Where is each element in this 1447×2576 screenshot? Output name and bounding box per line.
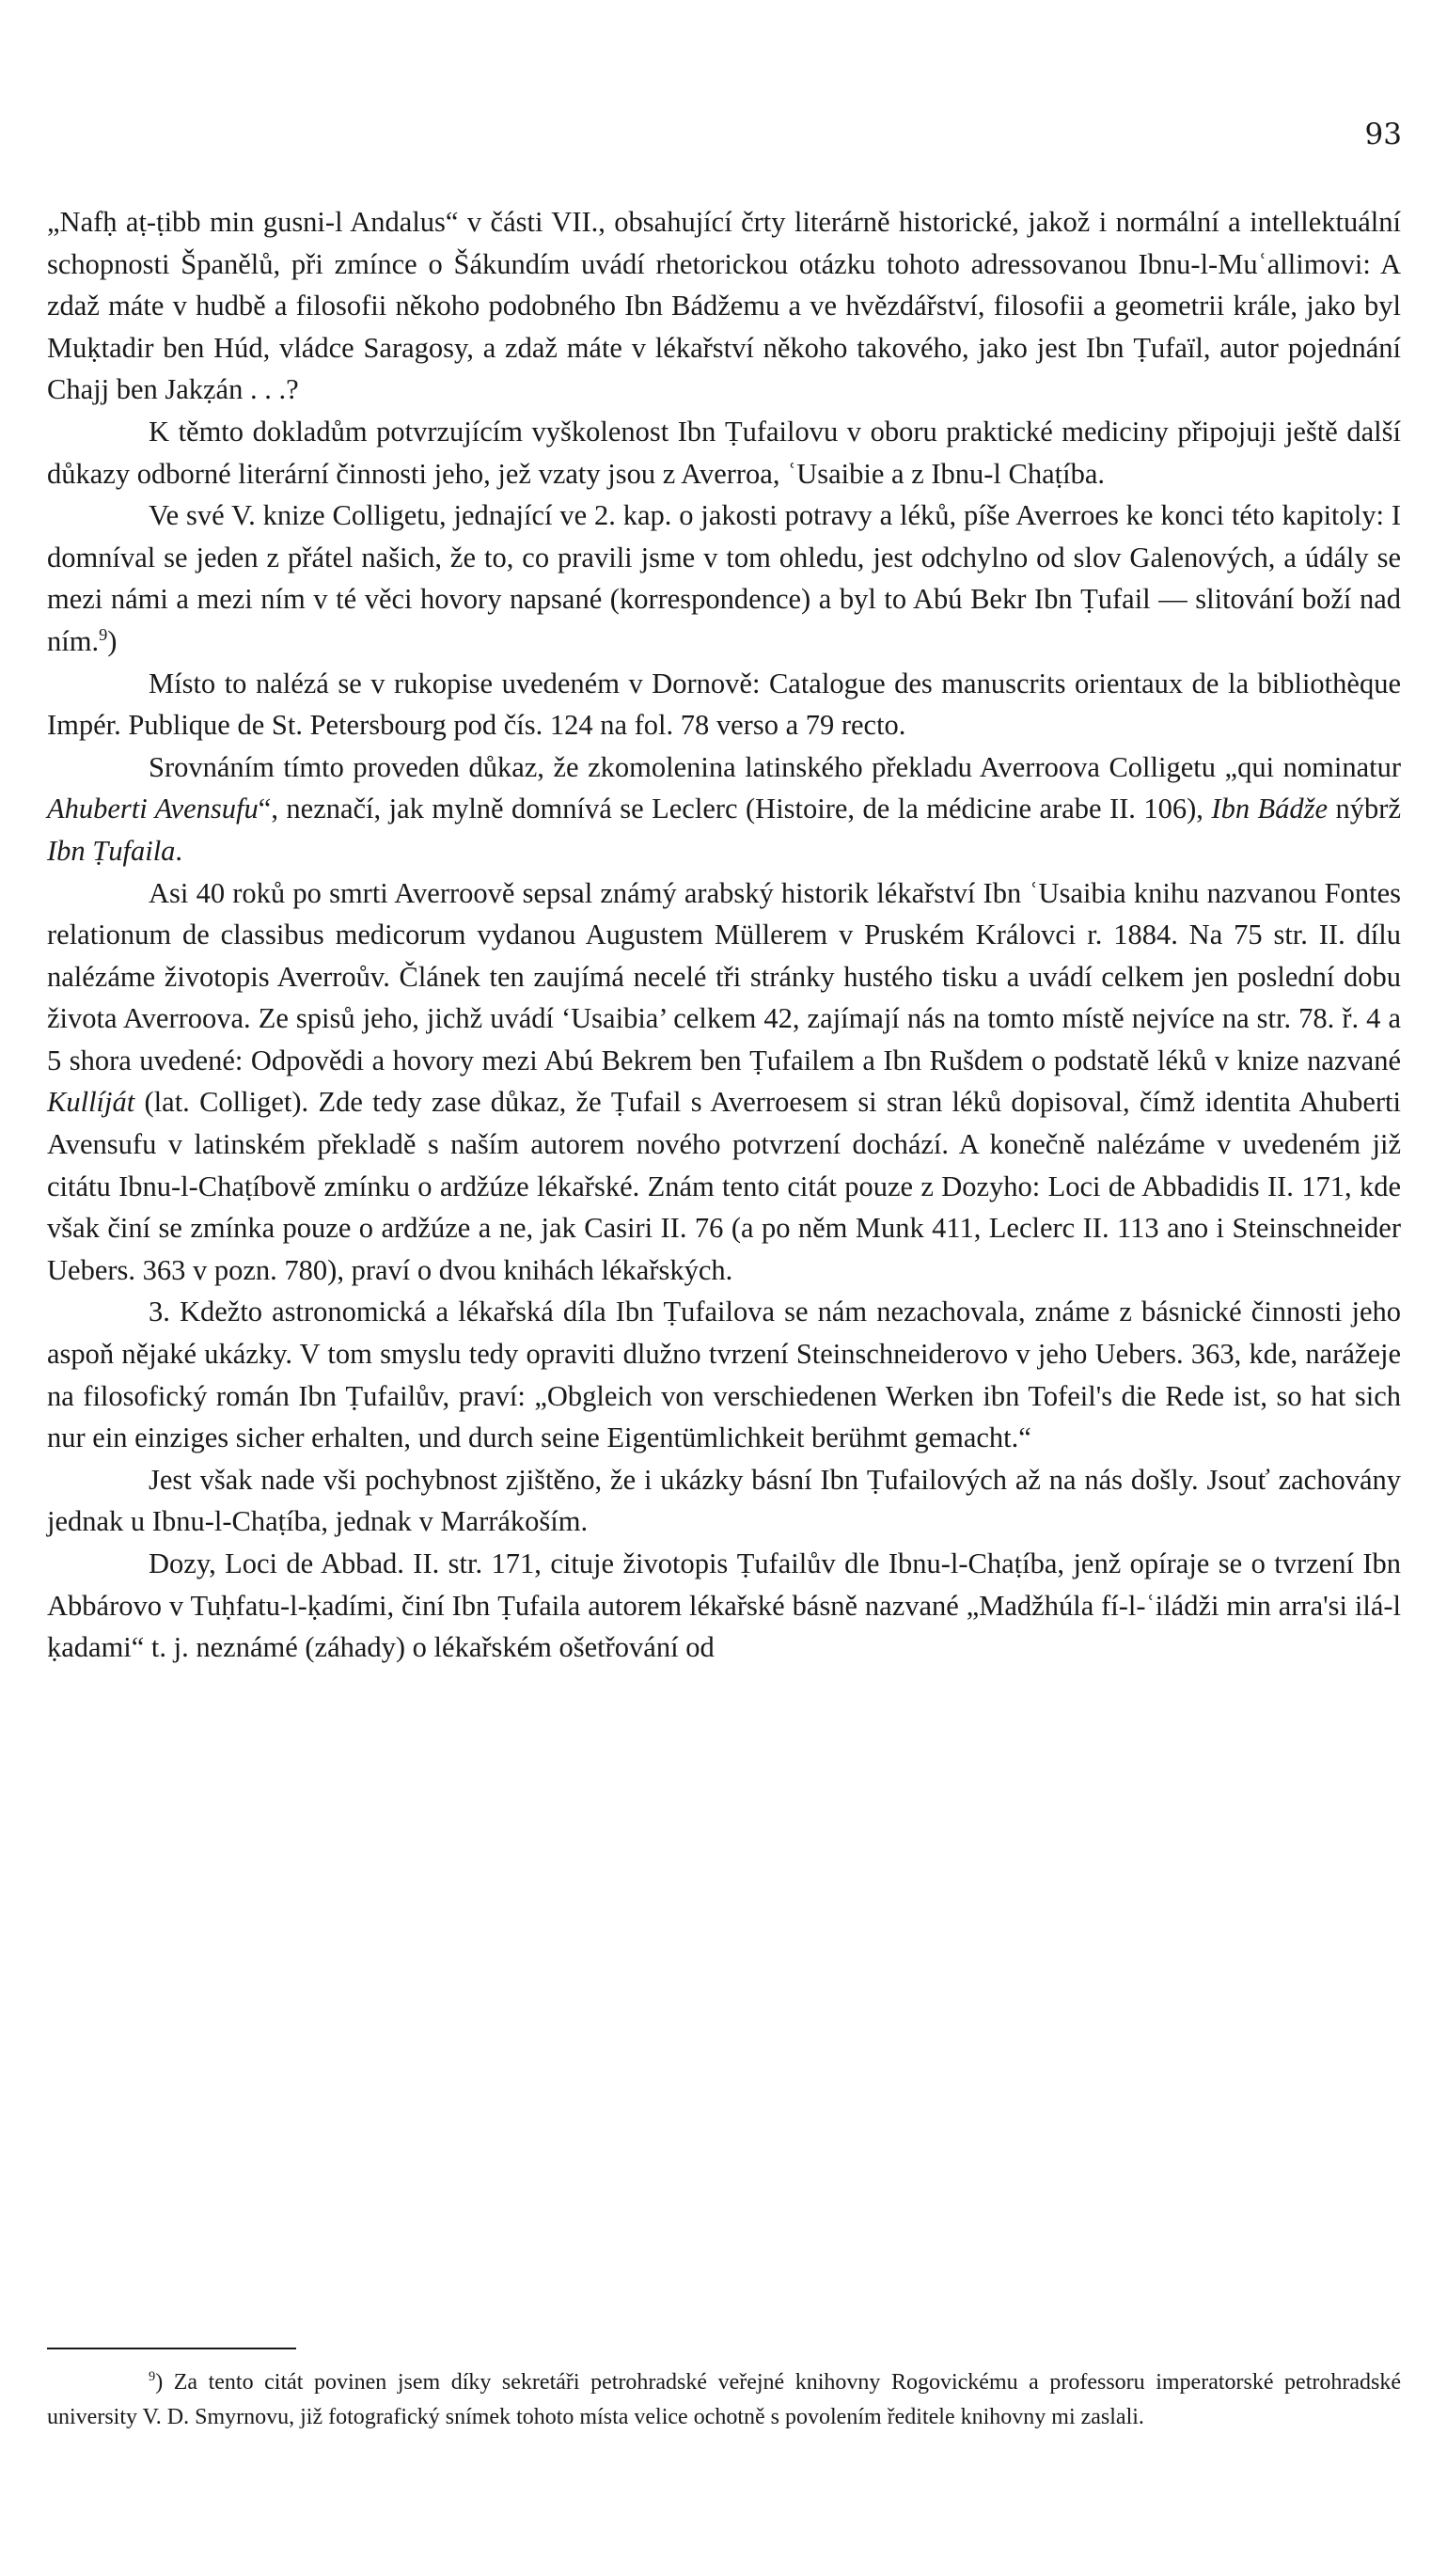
footnote-divider	[47, 2348, 296, 2349]
paragraph	[47, 495, 1401, 662]
paragraph	[47, 663, 1401, 746]
paragraph	[47, 1459, 1401, 1543]
paragraph	[47, 201, 1401, 411]
paragraph	[47, 1543, 1401, 1669]
text-run: “, neznačí, jak mylně domnívá se Leclerc (Histoire, de la médicine arabe II. 106),	[258, 793, 1212, 825]
paragraph	[47, 411, 1401, 495]
text-run: Jest však nade vši pochybnost zjištěno, že i ukázky básní Ibn Ṭufailových až na nás došly. Jsouť zachovány jednak u Ibnu-l-Chaṭíba, jednak v Marrákoším.	[47, 1463, 1401, 1538]
footnote-text: ) Za tento citát povinen jsem díky sekretáři petrohradské veřejné knihovny Rogovickému a professoru imperatorské petrohradské university V. D. Smyrnovu, již fotografický snímek tohoto místa velice ochotně s povolením ředitele knihovny mi zaslali.	[47, 2370, 1401, 2429]
text-run: K těmto dokladům potvrzujícím vyškolenost Ibn Ṭufailovu v oboru praktické mediciny připojuji ještě další důkazy odborné literární činnosti jeho, jež vzaty jsou z Averroa, ʿUsaibie a z Ibnu-l Chaṭíba.	[47, 415, 1401, 490]
footnote-number: 9	[149, 2369, 156, 2384]
footnotes	[47, 2365, 1401, 2435]
italic-text: Kullíját	[47, 1086, 135, 1119]
text-run: Asi 40 roků po smrti Averroově sepsal známý arabský historik lékařství Ibn ʿUsaibia knihu nazvanou Fontes relationum de classibus medicorum vydanou Augustem Müllerem v Pruském Královci r. 1884. Na 75 str. II. dílu nalézáme životopis Averroův. Článek ten zaujímá necelé tři stránky hustého tisku a uvádí celkem jen poslední dobu života Averroova. Ze spisů jeho, jichž uvádí ʻUsaibia’ celkem 42, zajímají nás na tomto místě nejvíce na str. 78. ř. 4 a 5 shora uvedené: Odpovědi a hovory mezi Abú Bekrem ben Ṭufailem a Ibn Rušdem o podstatě léků v knize nazvané	[47, 876, 1401, 1076]
text-run: Ve své V. knize Colligetu, jednající ve 2. kap. o jakosti potravy a léků, píše Averroes ke konci této kapitoly: I domníval se jeden z přátel našich, že to, co pravili jsme v tom ohledu, jest odchylno od slov Galenových, a údály se mezi námi a mezi ním v té věci hovory napsané (korrespondence) a byl to Abú Bekr Ibn Ṭufail — slitování boží nad ním.	[47, 499, 1401, 657]
italic-text: Ibn Bádže	[1211, 793, 1329, 825]
main-text	[47, 201, 1401, 1669]
footnote-marker: 9	[99, 624, 108, 644]
text-run: Dozy, Loci de Abbad. II. str. 171, cituje životopis Ṭufailův dle Ibnu-l-Chaṭíba, jenž opíraje se o tvrzení Ibn Abbárovo v Tuḥfatu-l-ḳadími, činí Ibn Ṭufaila autorem lékařské básně nazvané „Madžhúla fí-l-ʿiládži min arra'si ilá-l ḳadami“ t. j. neznámé (záhady) o lékařském ošetřování od	[47, 1547, 1401, 1664]
text-run: nýbrž	[1328, 793, 1401, 825]
page-number: 93	[1364, 118, 1402, 151]
italic-text: Ibn Ṭufaila	[47, 834, 176, 867]
paragraph	[47, 746, 1401, 872]
text-run: 3. Kdežto astronomická a lékařská díla Ibn Ṭufailova se nám nezachovala, známe z básnické činnosti jeho aspoň nějaké ukázky. V tom smyslu tedy opraviti dlužno tvrzení Steinschneiderovo v jeho Uebers. 363, kde, narážeje na filosofický román Ibn Ṭufailův, praví: „Obgleich von verschiedenen Werken ibn Tofeil's die Rede ist, so hat sich nur ein einziges sicher erhalten, und durch seine Eigentümlichkeit berühmt gemacht.“	[47, 1296, 1401, 1454]
paragraph	[47, 872, 1401, 1292]
footnote	[47, 2365, 1401, 2435]
italic-text: Ahuberti Avensufu	[47, 793, 259, 825]
text-run: (lat. Colliget). Zde tedy zase důkaz, že Ṭufail s Averroesem si stran léků dopisoval, čímž identita Ahuberti Avensufu v latinském překladě s naším autorem nového potvrzení dochází. A konečně nalézáme v uvedeném již citátu Ibnu-l-Chaṭíbově zmínku o ardžúze lékařské. Znám tento citát pouze z Dozyho: Loci de Abbadidis II. 171, kde však činí se zmínka pouze o ardžúze a ne, jak Casiri II. 76 (a po něm Munk 411, Leclerc II. 113 ano i Steinschneider Uebers. 363 v pozn. 780), praví o dvou knihách lékařských.	[47, 1086, 1401, 1286]
text-run: Srovnáním tímto proveden důkaz, že zkomolenina latinského překladu Averroova Colligetu „qui nominatur	[149, 750, 1401, 783]
paragraph	[47, 1291, 1401, 1458]
text-run: )	[107, 624, 118, 657]
text-run: .	[175, 834, 183, 867]
text-run: „Nafḥ aṭ-ṭibb min gusni-l Andalus“ v části VII., obsahující črty literárně historické, jakož i normální a intellektuální schopnosti Španělů, při zmínce o Šákundím uvádí rhetorickou otázku tohoto adressovanou Ibnu-l-Muʿallimovi: A zdaž máte v hudbě a filosofii někoho podobného Ibn Bádžemu a ve hvězdářství, filosofii a geometrii krále, jako byl Muḳtadir ben Húd, vládce Saragosy, a zdaž máte v lékařství někoho takového, jako jest Ibn Ṭufaïl, autor pojednání Chajj ben Jakẓán . . .?	[47, 206, 1401, 406]
text-run: Místo to nalézá se v rukopise uvedeném v Dornově: Catalogue des manuscrits orientaux de la bibliothèque Impér. Publique de St. Petersbourg pod čís. 124 na fol. 78 verso a 79 recto.	[47, 667, 1401, 742]
